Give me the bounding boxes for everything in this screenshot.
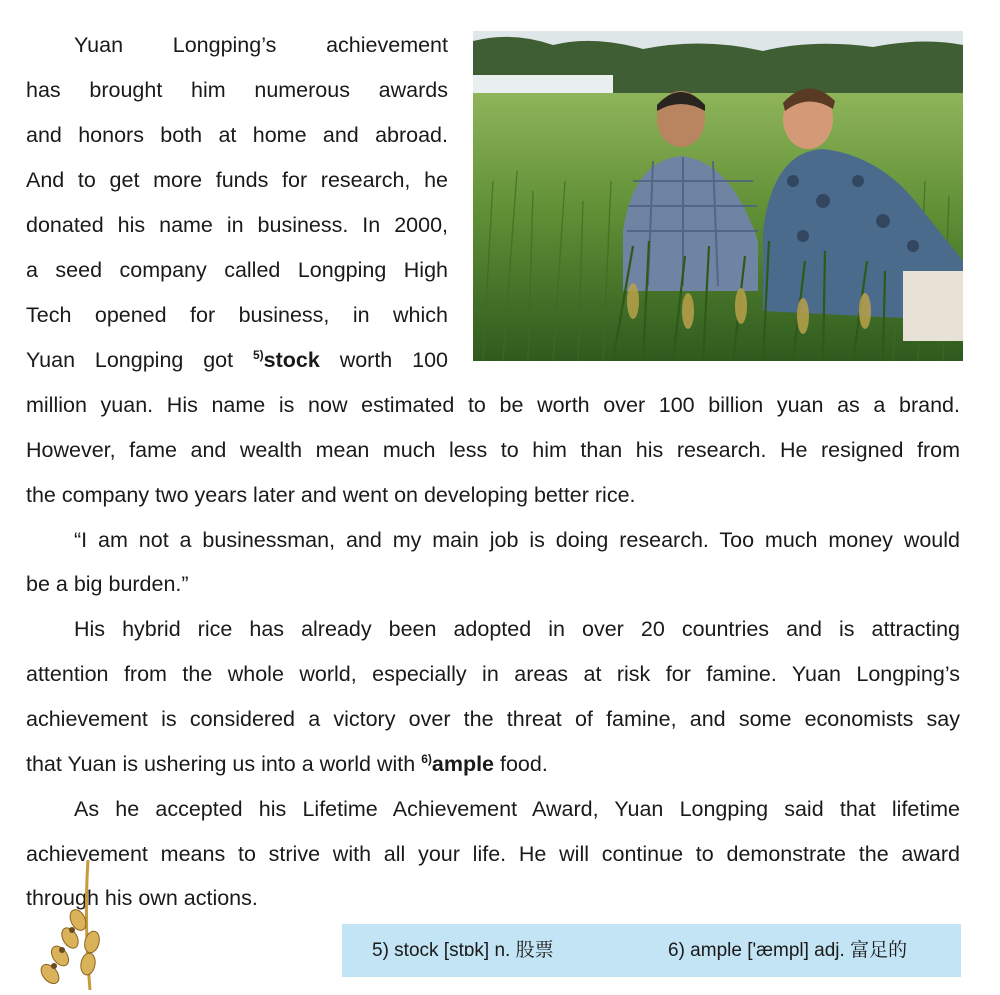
glossary-item-ample: 6) ample ['æmpl] adj. 富足的: [668, 940, 908, 961]
paragraph-1-line-1: Yuan Longping’s achievement: [74, 33, 448, 57]
paragraph-2-line-2: be a big burden.”: [26, 572, 189, 596]
vocab-term-ample: ample: [431, 752, 495, 776]
paragraph-1-line-10: However, fame and wealth mean much less to him than his research. He resigned from: [26, 438, 960, 462]
paragraph-1-line-3: and honors both at home and abroad.: [26, 123, 448, 147]
paragraph-4-line-2: achievement means to strive with all your life. He will continue to demonstrate the award: [26, 842, 960, 866]
rice-field-photo: [473, 31, 963, 361]
paragraph-2-line-1: “I am not a businessman, and my main job is doing research. Too much money would: [74, 528, 960, 552]
paragraph-1-line-7: Tech opened for business, in which: [26, 303, 448, 327]
vocabulary-glossary: [342, 924, 961, 977]
p3-text-before: that Yuan is ushering us into a world with: [26, 752, 422, 776]
paragraph-4-line-1: As he accepted his Lifetime Achievement Award, Yuan Longping said that lifetime: [74, 797, 960, 821]
footnote-marker-5: 5): [252, 348, 264, 362]
vocab-term-stock: stock: [263, 348, 320, 372]
paragraph-3-line-3: achievement is considered a victory over the threat of famine, and some economists say: [26, 707, 960, 731]
paragraph-3-line-1: His hybrid rice has already been adopted in over 20 countries and is attracting: [74, 617, 960, 641]
paragraph-3-line-2: attention from the whole world, especially in areas at risk for famine. Yuan Longping’s: [26, 662, 960, 686]
line-8-text-after: worth 100: [319, 348, 448, 372]
rice-stalk-decoration-icon: [30, 860, 110, 990]
paragraph-1-line-9: million yuan. His name is now estimated to be worth over 100 billion yuan as a brand.: [26, 393, 960, 417]
paragraph-3-line-4: [26, 749, 960, 779]
paragraph-1-line-2: has brought him numerous awards: [26, 78, 448, 102]
glossary-item-stock: 5) stock [stɒk] n. 股票: [372, 940, 554, 961]
paragraph-1-line-6: a seed company called Longping High: [26, 258, 448, 282]
p3-text-after: food.: [494, 752, 548, 776]
paragraph-1-line-4: And to get more funds for research, he: [26, 168, 448, 192]
paragraph-1-line-11: the company two years later and went on developing better rice.: [26, 483, 636, 507]
paragraph-1-line-8: [26, 345, 448, 375]
paragraph-1-line-5: donated his name in business. In 2000,: [26, 213, 448, 237]
footnote-marker-6: 6): [421, 752, 432, 766]
paragraph-4-line-3: through his own actions.: [26, 886, 258, 910]
line-8-text-before: Yuan Longping got: [26, 348, 253, 372]
